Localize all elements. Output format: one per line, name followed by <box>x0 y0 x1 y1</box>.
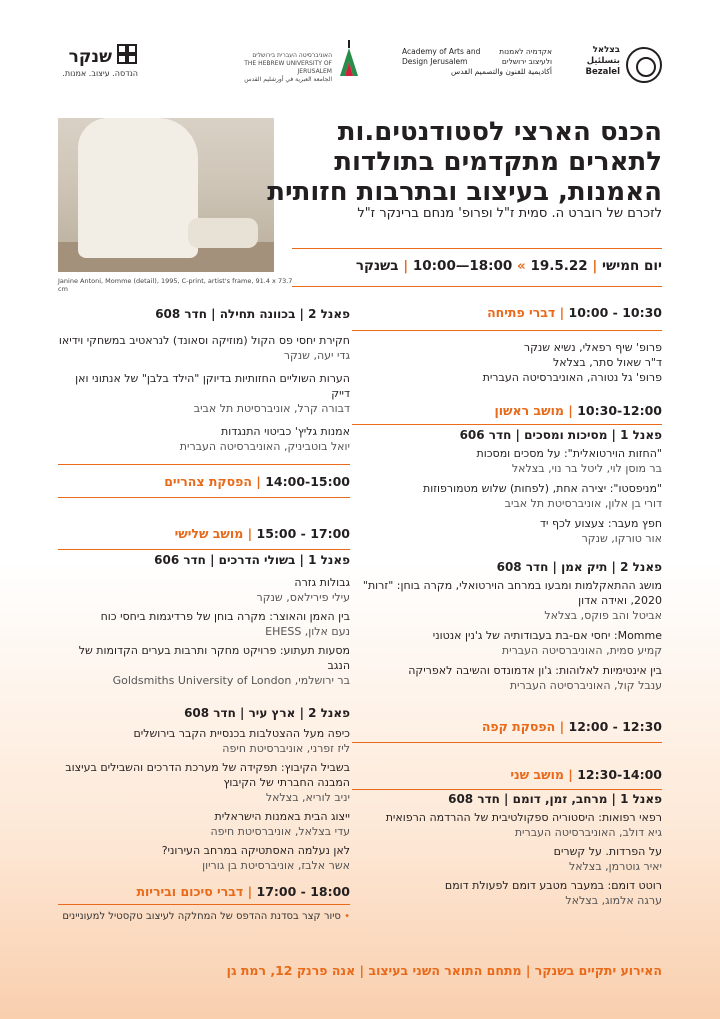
talk-speaker: אשר אלבז, אוניברסיטת בן גוריון <box>202 859 350 872</box>
bezalel-seal-icon <box>626 47 662 83</box>
talk-title: מושג ההתאקלמות ומבעו במרחב הוירטואלי, מקרה בוחן: "זרות" 2020, ואידה אדון <box>362 579 662 607</box>
divider <box>58 549 350 550</box>
panel-title: פאנל 2 | ארץ עיר | חדר 608 <box>184 706 350 720</box>
event-dateline: יום חמישי | 19.5.22 » 10:00—18:00 | בשנקר <box>355 258 662 274</box>
divider <box>352 424 662 425</box>
talk-title: "מניפסטו": יצירה אחת, (לפחות) שלוש מטמורפוזות <box>422 482 662 495</box>
talk-speaker: יניב לוריא, בצלאל <box>265 791 350 804</box>
talk-title: כיפה מעל ההצטלבות בכנסיית הקבר בירושלים <box>133 727 350 740</box>
talk-title: לאן נעלמה האסתטיקה במרחב העירוני? <box>161 844 350 857</box>
opening-speaker: ד"ר שאול סתר, בצלאל <box>553 356 662 369</box>
bezalel-he: בצלאל <box>592 45 620 55</box>
talk-title: אמנות גליץ' כביטוי התנגדות <box>221 425 350 438</box>
panel-title: פאנל 1 | מרחב, זמן, דומם | חדר 608 <box>448 792 662 806</box>
bezalel-academy-en: Academy of Arts and Design Jerusalem <box>402 47 481 66</box>
talk-speaker: דבורה קרל, אוניברסיטת תל אביב <box>193 402 350 415</box>
talk-speaker: בר ירושלמי, Goldsmiths University of London <box>112 674 350 687</box>
talk-speaker: יואל בוטביניק, האוניברסיטה העברית <box>179 440 350 453</box>
huji-en: THE HEBREW UNIVERSITY OF JERUSALEM <box>244 60 332 75</box>
divider <box>58 464 350 465</box>
shenkar-wordmark: שנקר <box>68 47 112 67</box>
talk-title: גבולות גזרה <box>294 576 350 589</box>
talk-speaker: ליז זפרני, אוניברסיטת חיפה <box>222 742 350 755</box>
right-column <box>352 305 662 385</box>
talk-title: בין האמן והאוצר: מקרה בוחן של פרדיגמות ביחסי כוח <box>100 610 350 623</box>
opening-header: 10:00 - 10:30 | דברי פתיחה <box>487 305 662 320</box>
talk-speaker: גיא דולב, האוניברסיטה העברית <box>514 826 662 839</box>
bezalel-ar: بتسلئيل <box>586 56 620 66</box>
footnote: • סיור קצר בסדנת ההדפס של המחלקה לעיצוב טקסטיל למעוניינים <box>62 911 350 922</box>
talk-speaker: גדי יעה, שנקר <box>283 349 350 362</box>
closing-session: 17:00 - 18:00 | דברי סיכום וביריות <box>136 884 350 899</box>
talk-title: "החזות הוירטואלית": על מסכים ומסכות <box>476 447 662 460</box>
panel-title: פאנל 2 | בכוונה תחילה | חדר 608 <box>155 307 350 321</box>
shenkar-tagline: הנדסה. עיצוב. אמנות. <box>62 69 138 78</box>
talk-speaker: ערגה אלמוג, בצלאל <box>565 894 662 907</box>
talk-title: בשביל הקיבוץ: תפקידה של מערכת הדרכים והשבילים בעיצוב המבנה החברתי של הקיבוץ <box>65 761 350 789</box>
title-line-1: הכנס הארצי לסטודנטים.ות <box>337 117 662 147</box>
talk-title: רוטט דומם: במעבר מטבע דומם לפעולת דומם <box>444 879 662 892</box>
divider <box>58 904 350 905</box>
talk-title: חקירת יחסי פס הקול (מוזיקה וסאונד) לנראטיב במשחקי וידיאו <box>58 334 350 347</box>
bullet-icon: • <box>340 911 350 922</box>
opening-speaker: פרופ' גל נטורה, האוניברסיטה העברית <box>482 371 662 384</box>
talk-speaker: אביטל והב פוקס, בצלאל <box>544 609 662 622</box>
artwork-caption: Janine Antoni, Momme (detail), 1995, C-print, artist's frame, 91.4 x 73.7 cm <box>58 277 293 293</box>
talk-speaker: עילי פירילאס, שנקר <box>256 591 350 604</box>
panel-title: פאנל 1 | מסיכות ומסכים | חדר 606 <box>459 428 662 442</box>
page-title <box>262 117 662 207</box>
talk-title: ייצוג הבית באמנות הישראלית <box>214 810 350 823</box>
hebrew-university-mark-icon <box>338 40 360 78</box>
event-date: 19.5.22 <box>530 258 588 274</box>
talk-speaker: בר מוסן לוי, ליטל בר נוי, בצלאל <box>511 462 662 475</box>
talk-speaker: דורי בן אלון, אוניברסיטת תל אביב <box>504 497 662 510</box>
bezalel-en: Bezalel <box>585 67 620 77</box>
opening-speaker: פרופ' שיף רפאלי, נשיא שנקר <box>523 341 662 354</box>
talk-speaker: קמיע סמית, האוניברסיטה העברית <box>501 644 662 657</box>
session-3: 15:00 - 17:00 | מושב שלישי פאנל 1 | בשולי הדרכים | חדר 606 גבולות גזרה עילי פירילאס, שנקר בין האמן והאוצר: מקרה בוחן של פרדיגמות ביחסי כוח נעם אלון, EHESS מסעות תעתוע: פרויקט מחקר ותרבות בערים הקדומות של הנגב בר ירושלמי, Goldsmiths University of London פאנל 2 | ארץ עיר | חדר 608 כיפה מעל ההצטלבות בכנסיית הקבר בירושלים ליז זפרני, אוניברסיטת חיפה בשביל הקיבוץ: תפקידה של מערכת הדרכים והשבילים בעיצוב המבנה החברתי של הקיבוץ יניב לוריא, בצלאל ייצוג הבית באמנות הישראלית עדי בצלאל, אוניברסיטת חיפה לאן נעלמה האסתטיקה במרחב העירוני? אשר אלבז, אוניברסיטת בן גוריון <box>58 526 350 873</box>
arrow-icon: » <box>517 258 526 274</box>
event-time: 10:00—18:00 <box>412 258 513 274</box>
talk-title: הערות השוליים החזותיות בדיוקן "הילד בלבן" של אנתוני ואן דייק <box>75 372 350 400</box>
panel-title: פאנל 2 | תיק אמן | חדר 608 <box>496 560 662 574</box>
title-line-3: האמנות, בעיצוב ובתרבות חזותית <box>267 177 662 207</box>
divider <box>292 248 662 249</box>
divider <box>292 286 662 287</box>
bezalel-academy-he: אקדמיה לאמנות ולעיצוב ירושלים <box>499 47 552 66</box>
footer-venue: האירוע יתקיים בשנקר | מתחם התואר השני בעיצוב | אנה פרנק 12, רמת גן <box>226 963 662 978</box>
dedication-subtitle: לזכרם של רוברט ה. סמית ז"ל ופרופ' מנחם ברינקר ז"ל <box>357 206 662 221</box>
divider <box>58 497 350 498</box>
talk-title: Momme: יחסי אם-בת בעבודותיה של ג'נין אנטוני <box>432 629 662 642</box>
coffee-break: 12:00 - 12:30 | הפסקת קפה <box>481 719 662 734</box>
left-column <box>58 307 350 454</box>
event-place: בשנקר <box>355 258 399 274</box>
talk-title: רפאי רפואות: היסטוריה ספקולטיבית של ההרדמה הרפואית <box>385 811 662 824</box>
title-line-2: לתארים מתקדמים בתולדות <box>334 147 662 177</box>
talk-title: בין אינטימיות לאלוהות: ג'ון אדמונדס והשיבה לאפריקה <box>408 664 662 677</box>
bezalel-logo <box>402 45 662 85</box>
divider <box>352 789 662 790</box>
shenkar-logo <box>58 43 138 83</box>
hebrew-university-logo <box>244 40 360 83</box>
talk-speaker: נעם אלון, EHESS <box>265 625 350 638</box>
shenkar-mark-icon <box>116 43 138 65</box>
talk-title: מסעות תעתוע: פרויקט מחקר ותרבות בערים הקדומות של הנגב <box>78 644 350 672</box>
artwork-image <box>58 118 274 272</box>
divider <box>352 330 662 331</box>
panel-title: פאנל 1 | בשולי הדרכים | חדר 606 <box>154 553 350 567</box>
huji-he: האוניברסיטה העברית בירושלים <box>252 52 332 59</box>
divider <box>352 742 662 743</box>
talk-speaker: יאיר גוטרמן, בצלאל <box>568 860 662 873</box>
huji-ar: الجامعة العبرية في أورشليم القدس <box>244 76 332 83</box>
talk-title: חפץ מעבר: צעצוע לכף יד <box>540 517 662 530</box>
event-day: יום חמישי <box>602 258 662 274</box>
lunch-break: 14:00-15:00 | הפסקת צהריים <box>164 474 350 489</box>
session-1: 10:30-12:00 | מושב ראשון פאנל 1 | מסיכות ומסכים | חדר 606 "החזות הוירטואלית": על מסכים ומסכות בר מוסן לוי, ליטל בר נוי, בצלאל "מניפסטו": יצירה אחת, (לפחות) שלוש מטמורפוזות דורי בן אלון, אוניברסיטת תל אביב חפץ מעבר: צעצוע לכף יד אור טורקו, שנקר פאנל 2 | תיק אמן | חדר 608 מושג ההתאקלמות ומבעו במרחב הוירטואלי, מקרה בוחן: "זרות" 2020, ואידה אדון אביטל והב פוקס, בצלאל Momme: יחסי אם-בת בעבודותיה של ג'נין אנטוני קמיע סמית, האוניברסיטה העברית בין אינטימיות לאלוהות: ג'ון אדמונדס והשיבה לאפריקה ענבל קול, האוניברסיטה העברית <box>352 403 662 693</box>
talk-speaker: ענבל קול, האוניברסיטה העברית <box>509 679 662 692</box>
bezalel-academy-ar: أكاديمية للفنون والتصميم القدس <box>451 67 552 76</box>
talk-speaker: עדי בצלאל, אוניברסיטת חיפה <box>210 825 350 838</box>
talk-speaker: אור טורקו, שנקר <box>581 532 662 545</box>
talk-title: על הפרדות. על קשרים <box>553 845 662 858</box>
session-2: 12:30-14:00 | מושב שני פאנל 1 | מרחב, זמן, דומם | חדר 608 רפאי רפואות: היסטוריה ספקולטיבית של ההרדמה הרפואית גיא דולב, האוניברסיטה העברית על הפרדות. על קשרים יאיר גוטרמן, בצלאל רוטט דומם: במעבר מטבע דומם לפעולת דומם ערגה אלמוג, בצלאל <box>352 767 662 908</box>
